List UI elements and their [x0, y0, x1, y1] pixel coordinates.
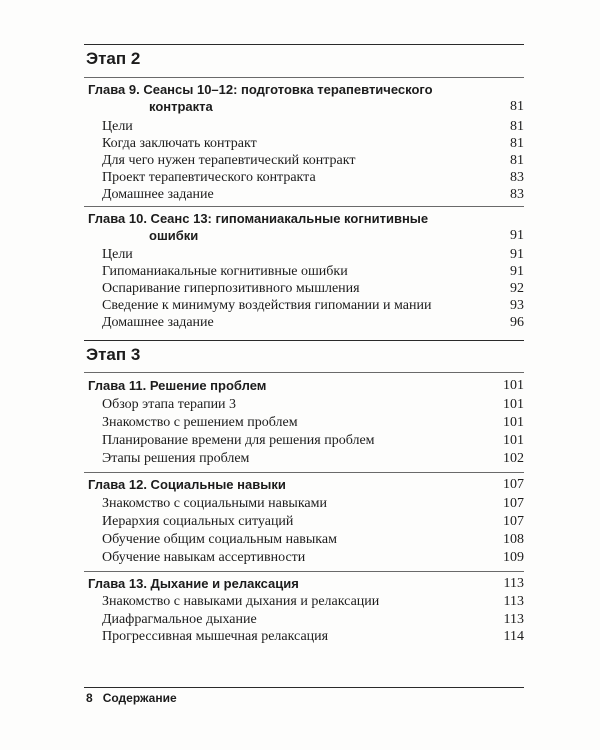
chapter-page: 91	[510, 228, 524, 243]
entry-label: Проект терапевтического контракта	[102, 170, 316, 185]
entry-label: Цели	[102, 119, 133, 134]
toc-entry	[102, 135, 524, 153]
entry-label: Планирование времени для решения проблем	[102, 433, 375, 448]
entry-page: 91	[510, 264, 524, 279]
toc-entry	[102, 152, 524, 170]
chapter-page: 113	[503, 576, 524, 591]
entry-label: Этапы решения проблем	[102, 451, 250, 466]
toc-entry	[102, 593, 524, 611]
entry-page: 102	[503, 451, 524, 466]
entry-page: 92	[510, 281, 524, 296]
stage-title: Этап 2	[86, 49, 141, 68]
toc-entry	[102, 186, 524, 204]
entry-label: Обзор этапа терапии 3	[102, 397, 237, 412]
entry-page: 81	[510, 119, 524, 134]
toc-entry	[102, 628, 524, 646]
toc-entry	[102, 531, 524, 549]
chapter-title: Глава 13. Дыхание и релаксация	[88, 576, 299, 591]
entry-label: Знакомство с социальными навыками	[102, 496, 327, 511]
entry-label: Иерархия социальных ситуаций	[102, 514, 294, 529]
chapter-divider	[84, 206, 524, 207]
chapter-title: Глава 10. Сеанс 13: гипоманиакальные когнитивные	[88, 211, 429, 226]
entry-label: Прогрессивная мышечная релаксация	[102, 629, 329, 644]
toc-entry	[102, 314, 524, 332]
entry-page: 113	[503, 612, 524, 627]
toc-entry	[102, 450, 524, 468]
entry-label: Оспаривание гиперпозитивного мышления	[102, 281, 360, 296]
footer-page-number: 8	[86, 691, 93, 705]
chapter-title-continued: контракта	[149, 99, 213, 114]
entry-page: 107	[503, 514, 524, 529]
entry-page: 83	[510, 187, 524, 202]
entry-label: Гипоманиакальные когнитивные ошибки	[102, 264, 348, 279]
entry-page: 108	[503, 532, 524, 547]
entry-page: 101	[503, 433, 524, 448]
entry-label: Диафрагмальное дыхание	[102, 612, 257, 627]
toc-entry	[102, 246, 524, 264]
entry-page: 81	[510, 136, 524, 151]
toc-entry	[102, 280, 524, 298]
entry-page: 101	[503, 397, 524, 412]
entry-page: 81	[510, 153, 524, 168]
footer-section-title: Содержание	[102, 691, 177, 705]
entry-label: Обучение навыкам ассертивности	[102, 550, 306, 565]
entry-label: Домашнее задание	[102, 315, 214, 330]
entry-label: Знакомство с решением проблем	[102, 415, 298, 430]
entry-label: Знакомство с навыками дыхания и релаксации	[102, 594, 380, 609]
chapter-title-continued: ошибки	[149, 228, 199, 243]
entry-page: 93	[510, 298, 524, 313]
toc-entry	[102, 396, 524, 414]
stage-divider	[84, 44, 524, 45]
toc-entry	[102, 611, 524, 629]
chapter-divider	[84, 77, 524, 78]
entry-label: Когда заключать контракт	[102, 136, 257, 151]
entry-page: 113	[503, 594, 524, 609]
entry-label: Домашнее задание	[102, 187, 214, 202]
chapter-divider	[84, 372, 524, 373]
chapter-title: Глава 12. Социальные навыки	[88, 477, 286, 492]
page-footer	[86, 691, 177, 705]
chapter-page: 107	[503, 477, 524, 492]
entry-page: 114	[503, 629, 524, 644]
stage-divider	[84, 340, 524, 341]
entry-page: 91	[510, 247, 524, 262]
entry-page: 101	[503, 415, 524, 430]
entry-page: 96	[510, 315, 524, 330]
chapter-page: 101	[503, 378, 524, 393]
chapter-divider	[84, 571, 524, 572]
entry-label: Для чего нужен терапевтический контракт	[102, 153, 356, 168]
toc-entry	[102, 513, 524, 531]
toc-entry	[102, 118, 524, 136]
entry-label: Цели	[102, 247, 133, 262]
toc-entry	[102, 297, 524, 315]
entry-label: Сведение к минимуму воздействия гипомании и мании	[102, 298, 432, 313]
toc-entry	[102, 263, 524, 281]
entry-page: 83	[510, 170, 524, 185]
chapter-title: Глава 9. Сеансы 10–12: подготовка терапевтического	[88, 82, 433, 97]
chapter-title: Глава 11. Решение проблем	[88, 378, 267, 393]
toc-entry	[102, 169, 524, 187]
toc-entry	[102, 495, 524, 513]
chapter-divider	[84, 472, 524, 473]
toc-entry	[102, 414, 524, 432]
entry-page: 107	[503, 496, 524, 511]
chapter-page: 81	[510, 99, 524, 114]
stage-title: Этап 3	[86, 345, 141, 364]
footer-divider	[84, 687, 524, 688]
toc-entry	[102, 549, 524, 567]
entry-page: 109	[503, 550, 524, 565]
toc-entry	[102, 432, 524, 450]
entry-label: Обучение общим социальным навыкам	[102, 532, 337, 547]
